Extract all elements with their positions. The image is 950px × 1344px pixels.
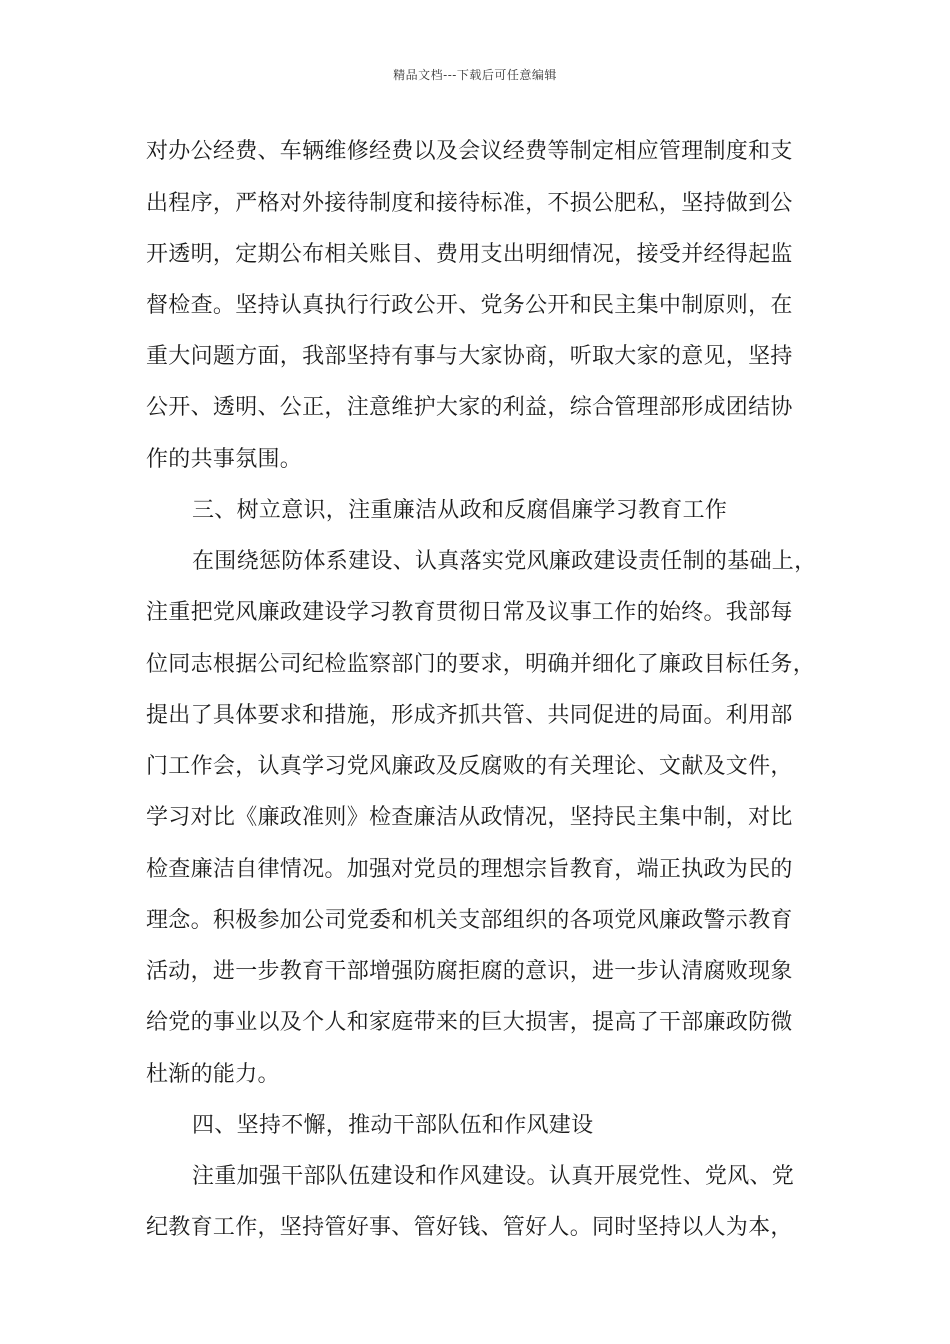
body-line: 理念。积极参加公司党委和机关支部组织的各项党风廉政警示教育 [146, 908, 793, 933]
body-line: 出程序，严格对外接待制度和接待标准，不损公肥私，坚持做到公 [146, 191, 793, 216]
body-line: 学习对比《廉政准则》检查廉洁从政情况，坚持民主集中制，对比 [146, 805, 793, 830]
body-line: 位同志根据公司纪检监察部门的要求，明确并细化了廉政目标任务， [146, 652, 816, 677]
body-line: 门工作会，认真学习党风廉政及反腐败的有关理论、文献及文件， [146, 754, 793, 779]
body-line: 注重把党风廉政建设学习教育贯彻日常及议事工作的始终。我部每 [146, 600, 793, 625]
paragraph-start: 注重加强干部队伍建设和作风建设。认真开展党性、党风、党 [192, 1164, 795, 1189]
section-heading: 四、坚持不懈，推动干部队伍和作风建设 [192, 1113, 594, 1138]
body-line: 检查廉洁自律情况。加强对党员的理想宗旨教育，端正执政为民的 [146, 857, 793, 882]
body-line: 对办公经费、车辆维修经费以及会议经费等制定相应管理制度和支 [146, 139, 793, 164]
body-line: 公开、透明、公正，注意维护大家的利益，综合管理部形成团结协 [146, 395, 793, 420]
page-header: 精品文档---下载后可任意编辑 [393, 68, 557, 82]
body-line: 给党的事业以及个人和家庭带来的巨大损害，提高了干部廉政防微 [146, 1010, 793, 1035]
body-line: 督检查。坚持认真执行行政公开、党务公开和民主集中制原则，在 [146, 293, 793, 318]
body-line: 开透明，定期公布相关账目、费用支出明细情况，接受并经得起监 [146, 242, 793, 267]
body-line: 重大问题方面，我部坚持有事与大家协商，听取大家的意见，坚持 [146, 344, 793, 369]
body-line: 活动，进一步教育干部增强防腐拒腐的意识，进一步认清腐败现象 [146, 959, 793, 984]
paragraph-start: 在围绕惩防体系建设、认真落实党风廉政建设责任制的基础上， [192, 549, 817, 574]
body-line: 作的共事氛围。 [146, 447, 303, 472]
body-line: 杜渐的能力。 [146, 1062, 280, 1087]
body-line: 提出了具体要求和措施，形成齐抓共管、共同促进的局面。利用部 [146, 703, 793, 728]
section-heading: 三、树立意识，注重廉洁从政和反腐倡廉学习教育工作 [192, 498, 728, 523]
body-line: 纪教育工作，坚持管好事、管好钱、管好人。同时坚持以人为本， [146, 1215, 793, 1240]
